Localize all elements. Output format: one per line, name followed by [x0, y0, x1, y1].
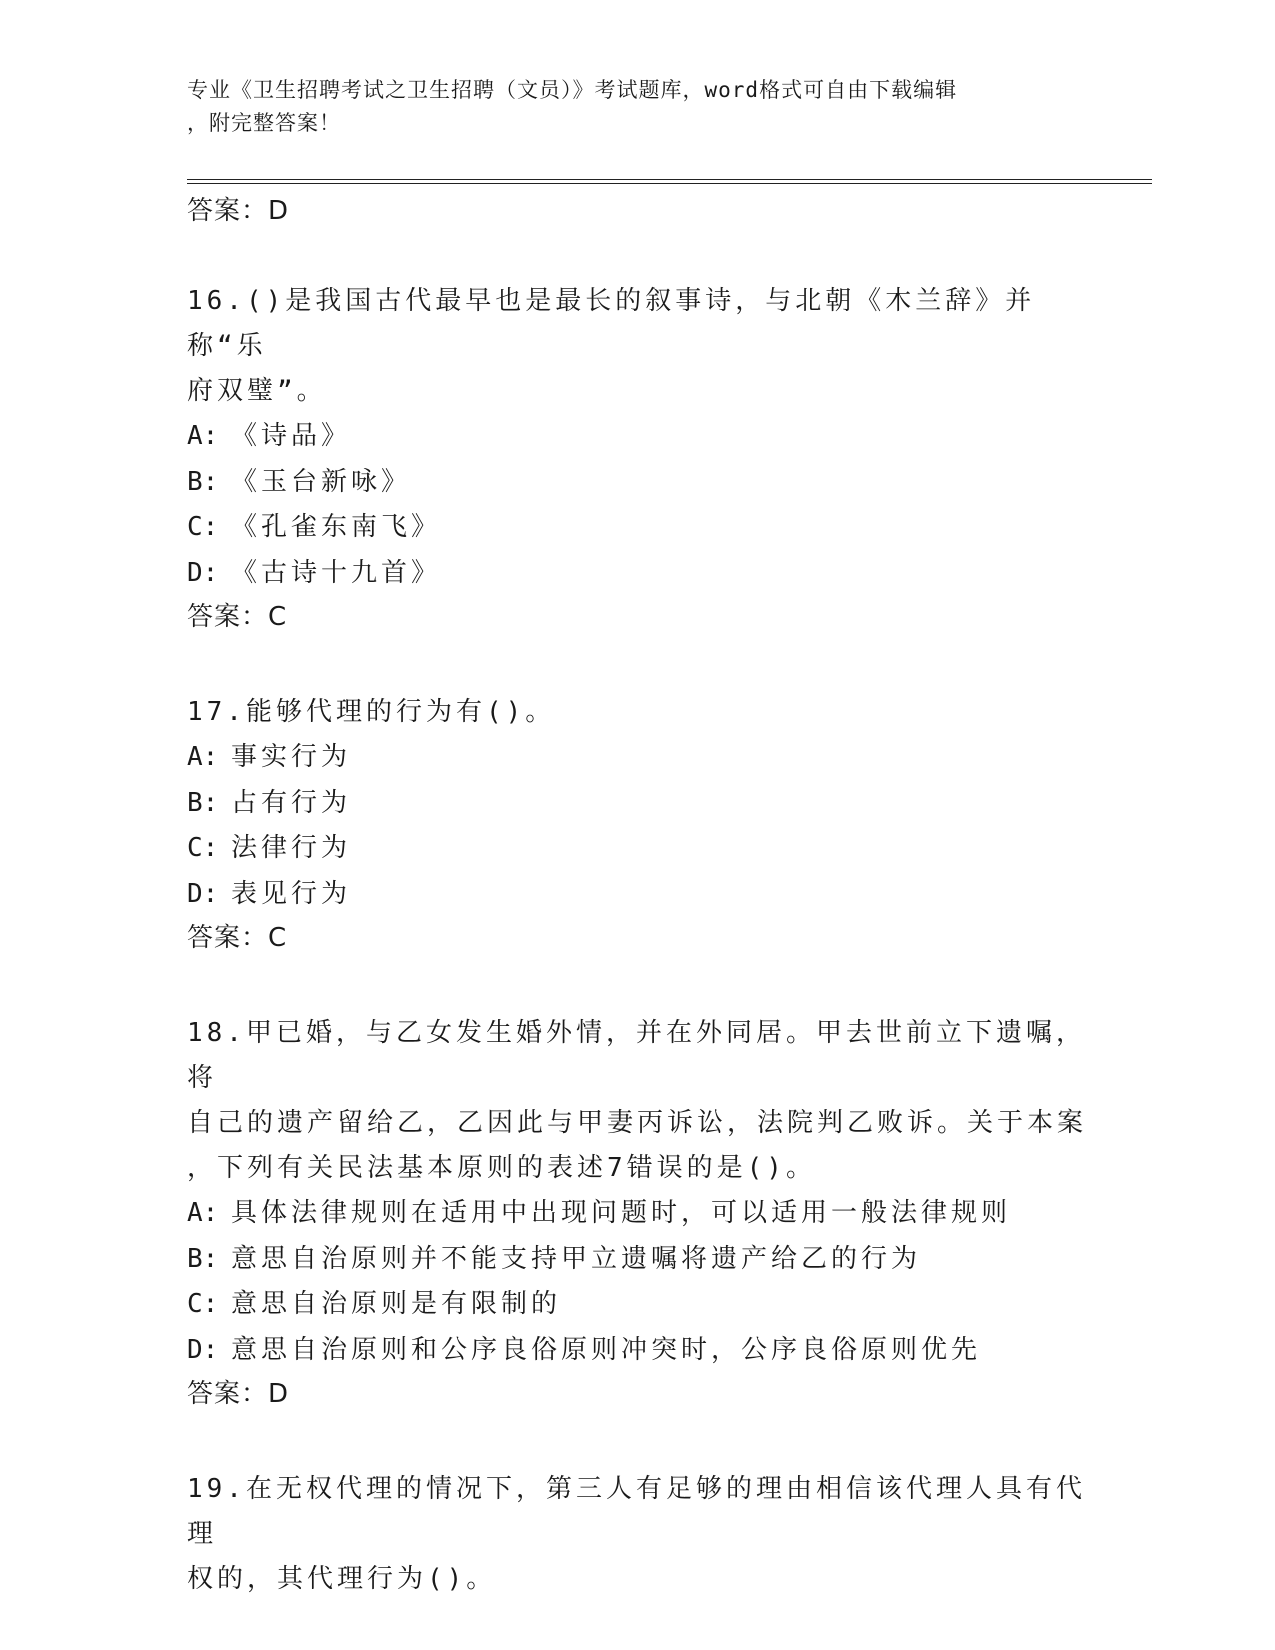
- option-text: 意思自治原则并不能支持甲立遗嘱将遗产给乙的行为: [231, 1243, 922, 1274]
- header-line-1: 专业《卫生招聘考试之卫生招聘（文员）》考试题库，word格式可自由下载编辑: [187, 78, 958, 102]
- question-text-line: 17.能够代理的行为有()。: [187, 697, 556, 727]
- option-label: A:: [187, 421, 219, 451]
- option-label: D:: [187, 878, 219, 909]
- option-c: [187, 826, 1087, 872]
- option-a: [187, 414, 1087, 460]
- option-text: 《玉台新咏》: [231, 466, 412, 497]
- option-text: 表见行为: [231, 878, 352, 909]
- question-17: [187, 690, 1087, 959]
- option-label: A:: [187, 1198, 219, 1228]
- question-text-line: ，下列有关民法基本原则的表述7错误的是()。: [187, 1153, 816, 1183]
- option-d: [187, 551, 1087, 597]
- question-text-line: 府双璧”。: [187, 376, 327, 406]
- question-text-line: 自己的遗产留给乙，乙因此与甲妻丙诉讼，法院判乙败诉。关于本案: [187, 1108, 1088, 1138]
- option-label: C:: [187, 833, 219, 863]
- question-text-line: 16.()是我国古代最早也是最长的叙事诗，与北朝《木兰辞》并称“乐: [187, 286, 1036, 361]
- option-d: [187, 1328, 1087, 1374]
- option-b: [187, 1237, 1087, 1283]
- question-text-line: 权的，其代理行为()。: [187, 1564, 497, 1594]
- option-label: B:: [187, 1243, 219, 1274]
- option-text: 占有行为: [231, 787, 352, 818]
- option-label: A:: [187, 742, 219, 772]
- question-19: [187, 1467, 1087, 1602]
- header-divider-bottom: [187, 183, 1152, 184]
- option-text: 《古诗十九首》: [231, 557, 442, 588]
- question-16: [187, 279, 1087, 638]
- question-text-line: 18.甲已婚，与乙女发生婚外情，并在外同居。甲去世前立下遗嘱，将: [187, 1018, 1086, 1093]
- option-b: [187, 460, 1087, 506]
- answer-line: 答案：D: [187, 196, 290, 226]
- option-label: D:: [187, 557, 219, 588]
- option-c: [187, 1282, 1087, 1328]
- option-c: [187, 505, 1087, 551]
- question-text-line: 19.在无权代理的情况下，第三人有足够的理由相信该代理人具有代理: [187, 1474, 1086, 1549]
- option-text: 意思自治原则是有限制的: [231, 1289, 562, 1319]
- answer-line: 答案：D: [187, 1379, 290, 1409]
- header-divider-top: [187, 179, 1152, 180]
- option-text: 具体法律规则在适用中出现问题时，可以适用一般法律规则: [231, 1198, 1012, 1228]
- option-label: C:: [187, 512, 219, 542]
- option-text: 法律行为: [231, 833, 352, 863]
- question-list: [187, 190, 1087, 1602]
- option-text: 《诗品》: [231, 421, 352, 451]
- option-text: 意思自治原则和公序良俗原则冲突时，公序良俗原则优先: [231, 1334, 982, 1365]
- option-a: [187, 735, 1087, 781]
- option-text: 《孔雀东南飞》: [231, 512, 442, 542]
- answer-line: 答案：C: [187, 602, 288, 632]
- option-a: [187, 1191, 1087, 1237]
- option-label: B:: [187, 787, 219, 818]
- document-header: [187, 74, 1087, 140]
- option-text: 事实行为: [231, 742, 352, 772]
- option-label: D:: [187, 1334, 219, 1365]
- option-label: C:: [187, 1289, 219, 1319]
- answer-line: 答案：C: [187, 923, 288, 953]
- header-line-2: ，附完整答案！: [187, 111, 341, 135]
- option-d: [187, 872, 1087, 918]
- question-18: [187, 1011, 1087, 1415]
- option-label: B:: [187, 466, 219, 497]
- option-b: [187, 781, 1087, 827]
